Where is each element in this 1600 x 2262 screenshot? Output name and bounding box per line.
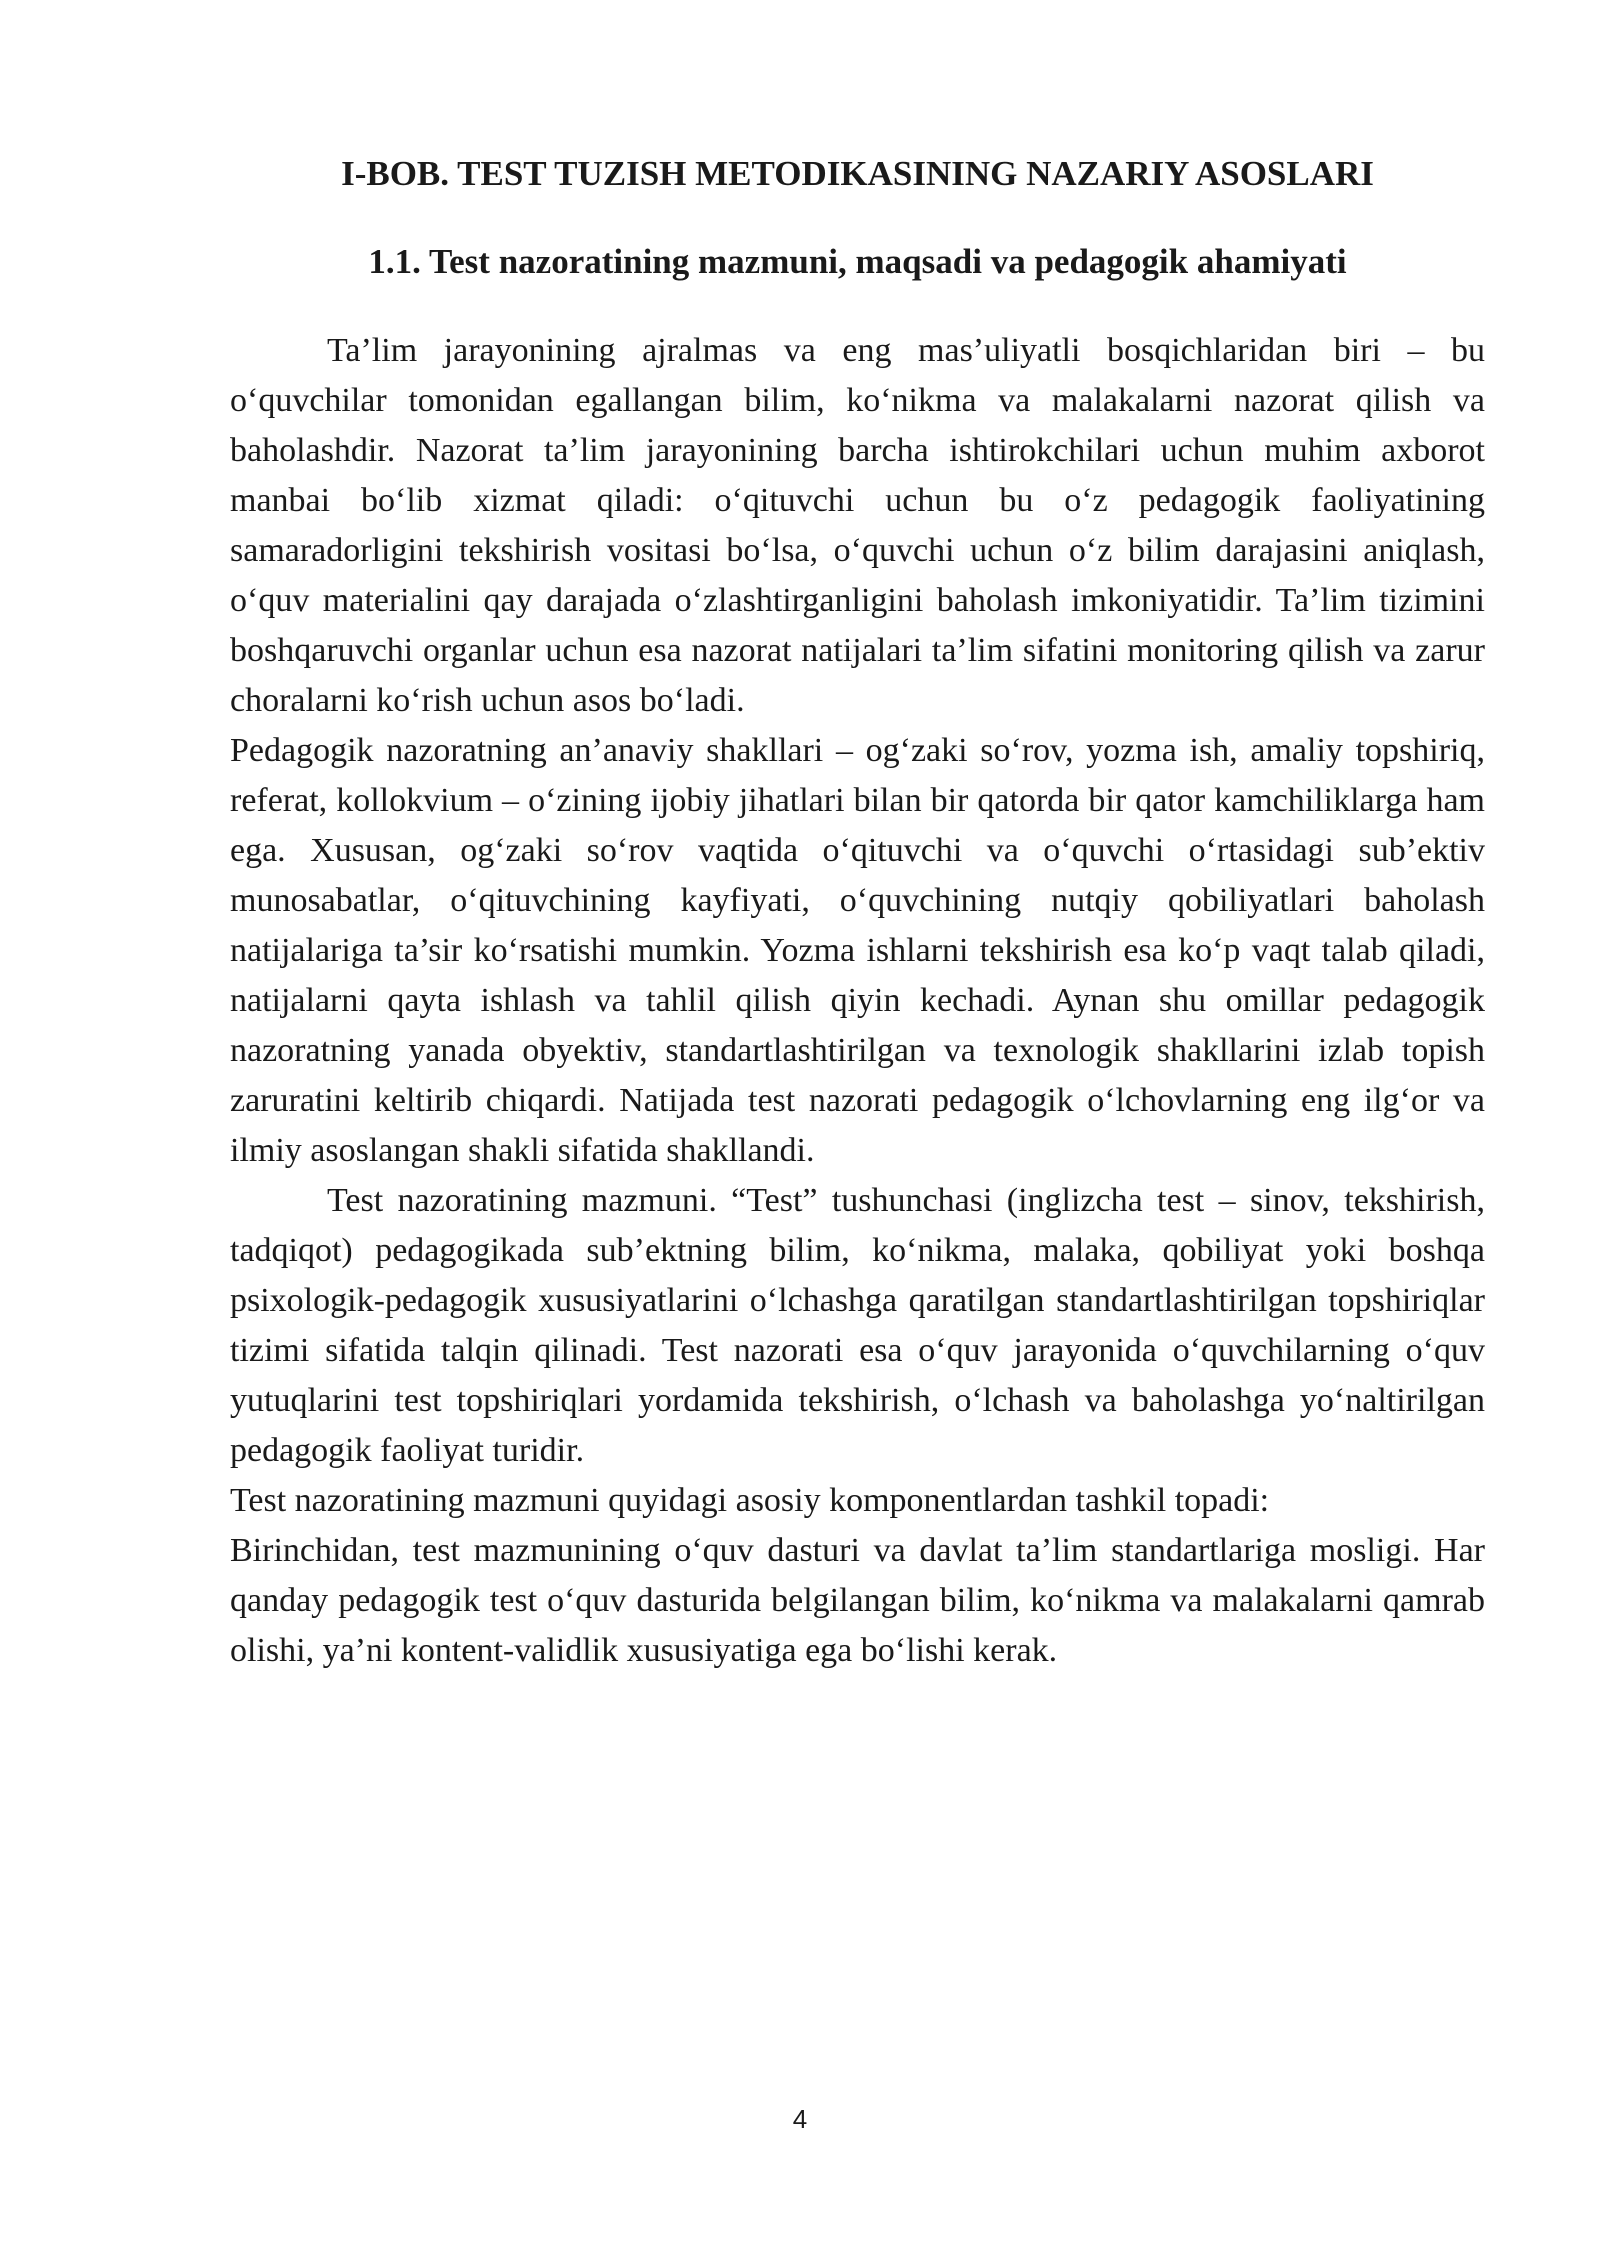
section-title: 1.1. Test nazoratining mazmuni, maqsadi va pedagogik ahamiyati	[368, 242, 1347, 281]
paragraph-3: Test nazoratining mazmuni. “Test” tushunchasi (inglizcha test – sinov, tekshirish, tadqiqot) pedagogikada sub’ektning bilim, ko‘nikma, malaka, qobiliyat yoki boshqa psixologik-pedagogik xususiyatlarini o‘lchashga qaratilgan standartlashtirilgan topshiriqlar tizimi sifatida talqin qilinadi. Test nazorati esa o‘quv jarayonida o‘quvchilarning o‘quv yutuqlarini test topshiriqlari yordamida tekshirish, o‘lchash va baholashga yo‘naltirilgan pedagogik faoliyat turidir.	[230, 1182, 1485, 1469]
paragraph-5: Birinchidan, test mazmunining o‘quv dasturi va davlat ta’lim standartlariga mosligi. Har qanday pedagogik test o‘quv dasturida belgilangan bilim, ko‘nikma va malakalarni qamrab olishi, ya’ni kontent-validlik xususiyatiga ega bo‘lishi kerak.	[230, 1532, 1485, 1669]
page-number: 4	[792, 2104, 808, 2134]
chapter-title: I-BOB. TEST TUZISH METODIKASINING NAZARIY ASOSLARI	[341, 154, 1374, 193]
paragraph-1: Ta’lim jarayonining ajralmas va eng mas’uliyatli bosqichlaridan biri – bu o‘quvchilar tomonidan egallangan bilim, ko‘nikma va malakalarni nazorat qilish va baholashdir. Nazorat ta’lim jarayonining barcha ishtirokchilari uchun muhim axborot manbai bo‘lib xizmat qiladi: o‘qituvchi uchun bu o‘z pedagogik faoliyatining samaradorligini tekshirish vositasi bo‘lsa, o‘quvchi uchun o‘z bilim darajasini aniqlash, o‘quv materialini qay darajada o‘zlashtirganligini baholash imkoniyatidir. Ta’lim tizimini boshqaruvchi organlar uchun esa nazorat natijalari ta’lim sifatini monitoring qilish va zarur choralarni ko‘rish uchun asos bo‘ladi.	[230, 332, 1485, 719]
paragraph-2: Pedagogik nazoratning an’anaviy shakllari – og‘zaki so‘rov, yozma ish, amaliy topshiriq, referat, kollokvium – o‘zining ijobiy jihatlari bilan bir qatorda bir qator kamchiliklarga ham ega. Xususan, og‘zaki so‘rov vaqtida o‘qituvchi va o‘quvchi o‘rtasidagi sub’ektiv munosabatlar, o‘qituvchining kayfiyati, o‘quvchining nutqiy qobiliyatlari baholash natijalariga ta’sir ko‘rsatishi mumkin. Yozma ishlarni tekshirish esa ko‘p vaqt talab qiladi, natijalarni qayta ishlash va tahlil qilish qiyin kechadi. Aynan shu omillar pedagogik nazoratning yanada obyektiv, standartlashtirilgan va texnologik shakllarini izlab topish zaruratini keltirib chiqardi. Natijada test nazorati pedagogik o‘lchovlarning eng ilg‘or va ilmiy asoslangan shakli sifatida shakllandi.	[230, 732, 1485, 1169]
paragraph-4: Test nazoratining mazmuni quyidagi asosiy komponentlardan tashkil topadi:	[230, 1482, 1270, 1519]
body-text	[230, 326, 1485, 1676]
